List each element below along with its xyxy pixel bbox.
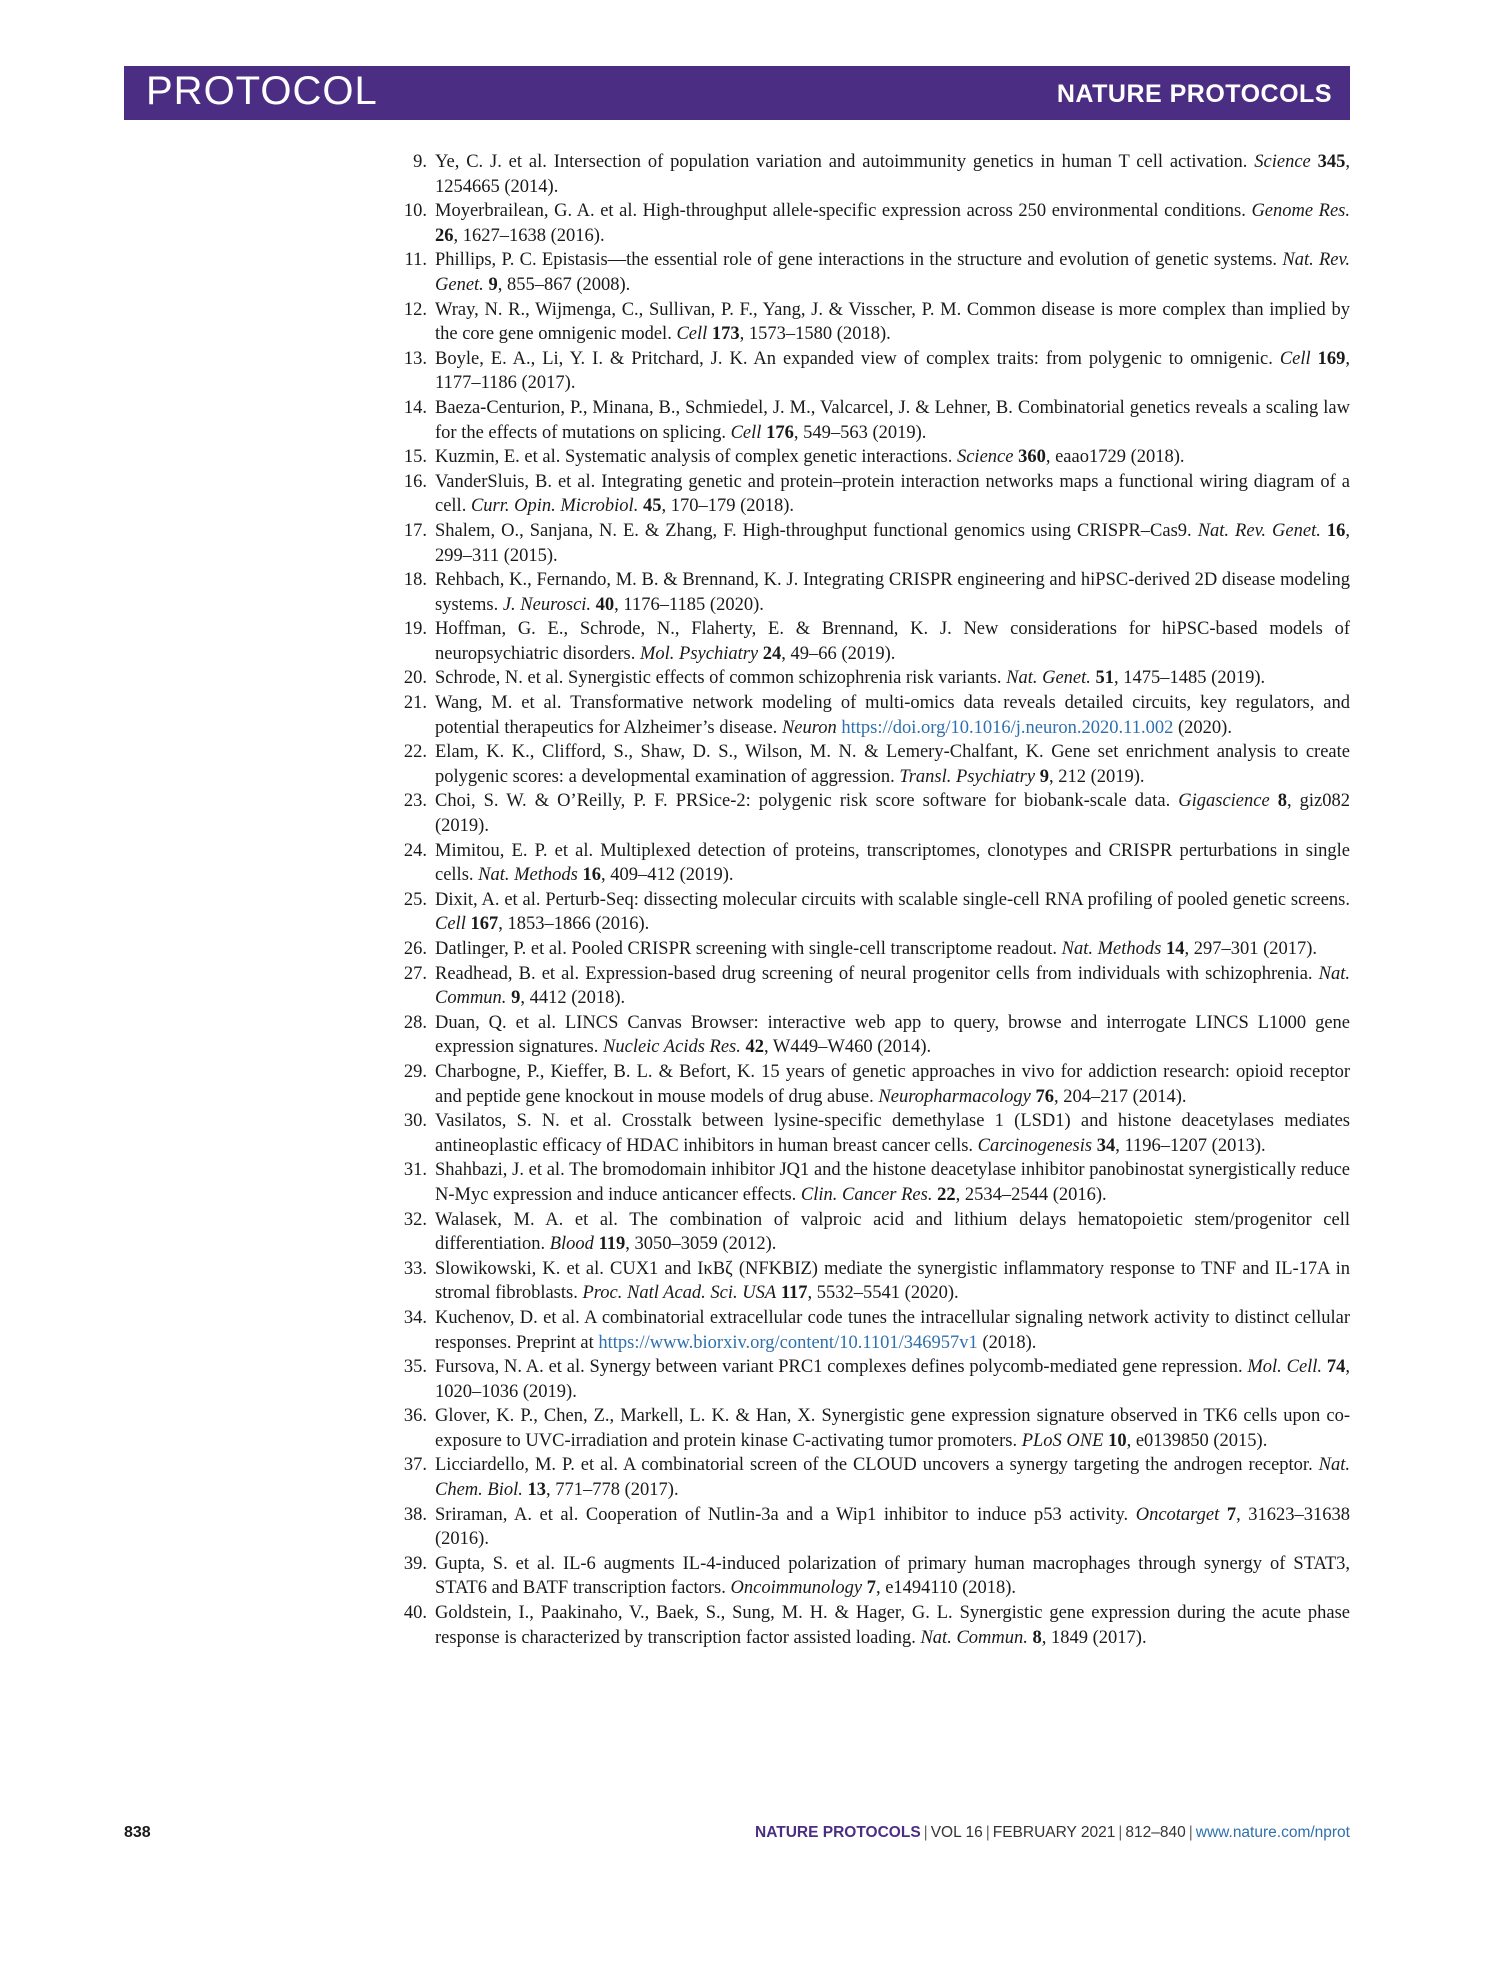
reference-number: 37. <box>403 1455 427 1476</box>
volume-number: 16 <box>582 865 601 886</box>
volume-number: 10 <box>1108 1430 1127 1451</box>
volume-number: 345 <box>1317 152 1346 172</box>
journal-name: Curr. Opin. Microbiol. <box>470 496 639 517</box>
reference-item <box>395 1601 1350 1650</box>
reference-item <box>395 1158 1350 1207</box>
reference-segment: , 204–217 (2014). <box>1053 1086 1187 1107</box>
reference-number: 32. <box>403 1209 427 1230</box>
volume-number: 74 <box>1326 1357 1346 1378</box>
reference-text <box>435 248 1350 297</box>
reference-text <box>435 1355 1350 1404</box>
reference-item <box>395 691 1350 740</box>
volume-number: 8 <box>1032 1627 1042 1648</box>
volume-number: 45 <box>642 496 662 517</box>
reference-segment: Sriraman, A. et al. Cooperation of Nutlin-3a and a Wip1 inhibitor to induce p53 activity. <box>435 1504 1136 1525</box>
reference-segment <box>1270 791 1278 811</box>
reference-item <box>395 1257 1350 1306</box>
reference-text <box>435 1552 1350 1601</box>
reference-item <box>395 937 1350 962</box>
reference-segment: , 1627–1638 (2016). <box>453 225 605 246</box>
reference-item <box>395 396 1350 445</box>
reference-segment: Glover, K. P., Chen, Z., Markell, L. K. & Han, X. Synergistic gene expression signature observed in TK6 cells upon co-exposure to UVC-irradiation and protein kinase C-activating tumor promoters. <box>435 1406 1350 1451</box>
reference-segment: Dixit, A. et al. Perturb-Seq: dissecting molecular circuits with scalable single-cell RNA profiling of pooled genetic screens. <box>435 889 1350 910</box>
reference-segment: Shalem, O., Sanjana, N. E. & Zhang, F. High-throughput functional genomics using CRISPR–Cas9. <box>435 520 1198 541</box>
reference-segment: , 297–301 (2017). <box>1184 939 1318 959</box>
journal-name: Clin. Cancer Res. <box>800 1184 933 1205</box>
reference-segment: Shahbazi, J. et al. The bromodomain inhibitor JQ1 and the histone deacetylase inhibitor panobinostat synergistically reduce N-Myc expression and induce anticancer effects. <box>435 1160 1350 1205</box>
reference-text <box>435 1011 1350 1060</box>
volume-number: 22 <box>937 1184 956 1205</box>
volume-number: 176 <box>766 422 794 443</box>
reference-item <box>395 1404 1350 1453</box>
reference-segment: Mimitou, E. P. et al. Multiplexed detection of proteins, transcriptomes, clonotypes and CRISPR perturbations in single cells. <box>435 840 1350 886</box>
reference-segment: , 1176–1185 (2020). <box>614 594 764 615</box>
journal-name: PLoS ONE <box>1021 1430 1104 1451</box>
reference-text <box>435 347 1350 396</box>
journal-name: Nat. Commun. <box>920 1627 1028 1648</box>
section-title: PROTOCOL <box>146 69 378 113</box>
reference-segment: Duan, Q. et al. LINCS Canvas Browser: interactive web app to query, browse and interrogate LINCS L1000 gene expression signatures. <box>435 1012 1350 1058</box>
reference-item <box>395 740 1350 789</box>
footer-journal: NATURE PROTOCOLS <box>755 1824 921 1841</box>
reference-text <box>435 396 1350 445</box>
volume-number: 42 <box>745 1037 764 1058</box>
reference-item <box>395 1306 1350 1355</box>
volume-number: 173 <box>711 324 740 345</box>
reference-segment: , 771–778 (2017). <box>546 1480 679 1501</box>
journal-name: Nat. Chem. Biol. <box>435 1455 1350 1501</box>
reference-item <box>395 298 1350 347</box>
reference-segment: Charbogne, P., Kieffer, B. L. & Befort, K. 15 years of genetic approaches in vivo for addiction research: opioid receptor and peptide gene knockout in mouse models of drug abuse. <box>435 1061 1350 1107</box>
journal-name: Transl. Psychiatry <box>899 766 1036 787</box>
reference-segment: , e0139850 (2015). <box>1126 1430 1268 1451</box>
journal-name: Neuron <box>781 717 837 738</box>
reference-segment: Schrode, N. et al. Synergistic effects of common schizophrenia risk variants. <box>435 668 1007 689</box>
journal-name: Oncoimmunology <box>730 1578 863 1599</box>
reference-item <box>395 1060 1350 1109</box>
reference-segment: Moyerbrailean, G. A. et al. High-throughput allele-specific expression across 250 environmental conditions. <box>435 201 1252 222</box>
reference-number: 30. <box>403 1111 427 1132</box>
reference-item <box>395 347 1350 396</box>
reference-number: 33. <box>403 1258 427 1279</box>
reference-item <box>395 1552 1350 1601</box>
reference-item <box>395 1503 1350 1552</box>
reference-segment: Kuzmin, E. et al. Systematic analysis of complex genetic interactions. <box>435 447 957 468</box>
journal-name: Proc. Natl Acad. Sci. USA <box>582 1283 777 1304</box>
journal-name: Neuropharmacology <box>878 1086 1031 1107</box>
reference-text <box>435 962 1350 1011</box>
reference-segment: Choi, S. W. & O’Reilly, P. F. PRSice-2: polygenic risk score software for biobank-scale data. <box>435 791 1179 812</box>
journal-name: Oncotarget <box>1135 1504 1220 1525</box>
volume-number: 117 <box>780 1283 808 1304</box>
reference-number: 31. <box>403 1160 427 1181</box>
footer-date: FEBRUARY 2021 <box>992 1824 1116 1841</box>
reference-text <box>435 1306 1350 1355</box>
reference-segment: , 31623–31638 (2016). <box>435 1504 1350 1550</box>
reference-number: 14. <box>403 397 427 418</box>
journal-name: Nat. Rev. Genet. <box>435 250 1350 295</box>
reference-number: 16. <box>403 471 427 492</box>
volume-number: 9 <box>511 988 521 1009</box>
reference-text <box>435 568 1350 617</box>
journal-name: Mol. Cell. <box>1247 1357 1323 1378</box>
reference-segment: Licciardello, M. P. et al. A combinatorial screen of the CLOUD uncovers a synergy targeting the androgen receptor. <box>435 1455 1319 1476</box>
reference-item <box>395 519 1350 568</box>
reference-segment: , 1853–1866 (2016). <box>498 914 650 935</box>
reference-item <box>395 617 1350 666</box>
reference-segment: Baeza-Centurion, P., Minana, B., Schmiedel, J. M., Valcarcel, J. & Lehner, B. Combinatorial genetics reveals a scaling law for the effects of mutations on splicing. <box>435 397 1350 443</box>
reference-text <box>435 740 1350 789</box>
reference-segment: Fursova, N. A. et al. Synergy between variant PRC1 complexes defines polycomb-mediated gene repression. <box>435 1357 1248 1378</box>
volume-number: 14 <box>1165 939 1185 959</box>
reference-text <box>435 839 1350 888</box>
reference-segment: Kuchenov, D. et al. A combinatorial extracellular code tunes the intracellular signaling network activity to distinct cellular responses. Preprint at <box>435 1307 1350 1353</box>
reference-item <box>395 1011 1350 1060</box>
reference-segment: Goldstein, I., Paakinaho, V., Baek, S., Sung, M. H. & Hager, G. L. Synergistic gene expression during the acute phase response is characterized by transcription factor assisted loading. <box>435 1603 1350 1648</box>
reference-text <box>435 519 1350 568</box>
reference-segment: , W449–W460 (2014). <box>764 1037 932 1058</box>
journal-name: Gigascience <box>1178 791 1270 812</box>
volume-number: 360 <box>1018 447 1046 468</box>
reference-item <box>395 1355 1350 1404</box>
journal-name: J. Neurosci. <box>502 594 592 615</box>
reference-number: 19. <box>403 619 427 640</box>
reference-segment <box>1219 1505 1227 1525</box>
volume-number: 7 <box>866 1578 876 1599</box>
reference-segment: , 1177–1186 (2017). <box>435 348 1350 394</box>
volume-number: 8 <box>1277 791 1287 812</box>
header-bar <box>124 66 1350 120</box>
reference-number: 11. <box>404 250 427 271</box>
reference-text <box>435 937 1350 962</box>
volume-number: 16 <box>1326 520 1346 541</box>
reference-item <box>395 470 1350 519</box>
reference-item <box>395 962 1350 1011</box>
reference-text <box>435 1208 1350 1257</box>
reference-item <box>395 1109 1350 1158</box>
reference-text <box>435 1158 1350 1207</box>
journal-name: Cell <box>1279 348 1311 369</box>
reference-segment: , 1849 (2017). <box>1041 1627 1147 1648</box>
volume-number: 40 <box>595 594 615 615</box>
reference-segment: Boyle, E. A., Li, Y. I. & Pritchard, J. K. An expanded view of complex traits: from polygenic to omnigenic. <box>435 348 1280 369</box>
reference-number: 28. <box>403 1012 427 1033</box>
volume-number: 7 <box>1226 1504 1237 1525</box>
volume-number: 119 <box>598 1234 626 1255</box>
reference-segment <box>1311 152 1318 172</box>
volume-number: 13 <box>527 1480 546 1501</box>
volume-number: 9 <box>488 274 498 295</box>
reference-segment: Walasek, M. A. et al. The combination of valproic acid and lithium delays hematopoietic stem/progenitor cell differentiation. <box>435 1209 1350 1255</box>
reference-segment: (2018). <box>977 1332 1037 1353</box>
reference-text <box>435 617 1350 666</box>
volume-number: 26 <box>435 225 454 246</box>
volume-number: 76 <box>1035 1086 1054 1107</box>
volume-number: 34 <box>1096 1135 1116 1156</box>
reference-text <box>435 150 1350 199</box>
reference-segment: VanderSluis, B. et al. Integrating genetic and protein–protein interaction networks maps a functional wiring diagram of a cell. <box>435 471 1350 517</box>
reference-number: 17. <box>403 520 427 541</box>
reference-segment: Datlinger, P. et al. Pooled CRISPR screening with single-cell transcriptome readout. <box>435 939 1062 959</box>
reference-item <box>395 445 1350 470</box>
journal-name: Cell <box>730 422 762 443</box>
reference-number: 12. <box>403 299 427 320</box>
reference-item <box>395 1208 1350 1257</box>
reference-text <box>435 1453 1350 1502</box>
reference-segment: , 299–311 (2015). <box>435 520 1350 566</box>
journal-name: Nat. Methods <box>478 865 578 886</box>
reference-segment: , 2534–2544 (2016). <box>955 1184 1107 1205</box>
reference-item <box>395 666 1350 691</box>
journal-name: Cell <box>435 914 466 935</box>
reference-text <box>435 1503 1350 1552</box>
footer-citation: NATURE PROTOCOLS | VOL 16 | FEBRUARY 2021 | 812–840 | www.nature.com/nprot <box>755 1824 1350 1841</box>
journal-name: Genome Res. <box>1251 201 1350 222</box>
footer-volume: VOL 16 <box>930 1824 983 1841</box>
reference-number: 24. <box>403 840 427 861</box>
page-number: 838 <box>124 1824 151 1841</box>
reference-text <box>435 1109 1350 1158</box>
reference-segment: , 1573–1580 (2018). <box>739 324 891 345</box>
reference-text <box>435 691 1350 740</box>
reference-item <box>395 789 1350 838</box>
reference-segment: Vasilatos, S. N. et al. Crosstalk between lysine-specific demethylase 1 (LSD1) and histone deacetylases mediates antineoplastic efficacy of HDAC inhibitors in human breast cancer cells. <box>435 1111 1350 1156</box>
reference-segment: , 1196–1207 (2013). <box>1115 1135 1266 1156</box>
journal-name: Science <box>1254 152 1311 172</box>
reference-segment: , 409–412 (2019). <box>600 865 734 886</box>
reference-segment: , 212 (2019). <box>1048 766 1145 787</box>
reference-segment: , 49–66 (2019). <box>781 643 896 664</box>
journal-name: Nat. Commun. <box>435 963 1350 1009</box>
reference-link[interactable]: https://doi.org/10.1016/j.neuron.2020.11.002 <box>841 717 1174 738</box>
reference-number: 20. <box>403 668 427 689</box>
reference-number: 9. <box>413 152 427 172</box>
reference-segment: Elam, K. K., Clifford, S., Shaw, D. S., Wilson, M. N. & Lemery-Chalfant, K. Gene set enrichment analysis to create polygenic scores: a developmental examination of aggression. <box>435 742 1350 787</box>
reference-number: 36. <box>403 1406 427 1427</box>
reference-number: 34. <box>403 1307 427 1328</box>
reference-segment: , e1494110 (2018). <box>875 1578 1017 1599</box>
journal-title: NATURE PROTOCOLS <box>1056 80 1332 108</box>
journal-name: Blood <box>549 1234 594 1255</box>
journal-name: Nucleic Acids Res. <box>603 1037 741 1058</box>
reference-segment: , 5532–5541 (2020). <box>807 1283 959 1304</box>
reference-segment: , 3050–3059 (2012). <box>625 1234 777 1255</box>
reference-text <box>435 298 1350 347</box>
reference-segment: Hoffman, G. E., Schrode, N., Flaherty, E. & Brennand, K. J. New considerations for hiPSC-based models of neuropsychiatric disorders. <box>435 619 1350 664</box>
footer-url[interactable]: www.nature.com/nprot <box>1195 1824 1350 1841</box>
reference-list <box>395 150 1350 1650</box>
reference-link[interactable]: https://www.biorxiv.org/content/10.1101/346957v1 <box>598 1332 978 1353</box>
reference-segment <box>1311 349 1318 369</box>
reference-item <box>395 568 1350 617</box>
reference-item <box>395 248 1350 297</box>
reference-segment: , giz082 (2019). <box>435 791 1351 837</box>
reference-segment: Readhead, B. et al. Expression-based drug screening of neural progenitor cells from individuals with schizophrenia. <box>435 963 1319 984</box>
reference-segment: , 1020–1036 (2019). <box>435 1357 1350 1402</box>
journal-name: Carcinogenesis <box>977 1135 1093 1156</box>
reference-number: 38. <box>403 1504 427 1525</box>
reference-item <box>395 150 1350 199</box>
reference-number: 22. <box>403 742 427 763</box>
reference-segment: Gupta, S. et al. IL-6 augments IL-4-induced polarization of primary human macrophages through synergy of STAT3, STAT6 and BATF transcription factors. <box>435 1553 1350 1599</box>
reference-number: 26. <box>403 939 427 959</box>
journal-name: Cell <box>676 324 708 345</box>
reference-number: 25. <box>403 889 427 910</box>
reference-item <box>395 839 1350 888</box>
reference-segment: Rehbach, K., Fernando, M. B. & Brennand, K. J. Integrating CRISPR engineering and hiPSC-derived 2D disease modeling systems. <box>435 570 1350 615</box>
volume-number: 24 <box>762 643 782 664</box>
reference-number: 18. <box>403 570 427 591</box>
reference-item <box>395 888 1350 937</box>
reference-item <box>395 1453 1350 1502</box>
volume-number: 169 <box>1317 348 1346 369</box>
reference-text <box>435 1060 1350 1109</box>
reference-number: 13. <box>403 348 427 369</box>
reference-text <box>435 888 1350 937</box>
reference-number: 21. <box>403 693 427 714</box>
reference-segment: , 855–867 (2008). <box>497 274 631 295</box>
reference-segment: Ye, C. J. et al. Intersection of population variation and autoimmunity genetics in human T cell activation. <box>435 152 1255 172</box>
journal-name: Science <box>956 447 1014 468</box>
volume-number: 51 <box>1095 668 1115 689</box>
reference-segment: Wray, N. R., Wijmenga, C., Sullivan, P. F., Yang, J. & Visscher, P. M. Common disease is more complex than implied by the core gene omnigenic model. <box>435 299 1350 345</box>
reference-segment: , 170–179 (2018). <box>661 496 795 517</box>
reference-text <box>435 1257 1350 1306</box>
journal-name: Nat. Genet. <box>1006 668 1091 689</box>
reference-item <box>395 199 1350 248</box>
reference-segment: , 1254665 (2014). <box>435 152 1350 197</box>
journal-name: Mol. Psychiatry <box>639 643 759 664</box>
reference-number: 39. <box>403 1553 427 1574</box>
reference-text <box>435 470 1350 519</box>
reference-segment: , 1475–1485 (2019). <box>1114 668 1266 689</box>
reference-number: 23. <box>403 791 427 812</box>
journal-name: Nat. Rev. Genet. <box>1197 520 1321 541</box>
reference-text <box>435 1601 1350 1650</box>
volume-number: 167 <box>470 914 499 935</box>
footer-pages: 812–840 <box>1125 1824 1186 1841</box>
reference-number: 40. <box>403 1603 427 1624</box>
reference-text <box>435 666 1350 691</box>
reference-number: 10. <box>403 201 427 222</box>
reference-segment: (2020). <box>1173 717 1232 738</box>
reference-segment: Wang, M. et al. Transformative network modeling of multi-omics data reveals detailed circuits, key regulators, and potential therapeutics for Alzheimer’s disease. <box>435 693 1350 738</box>
reference-segment: Slowikowski, K. et al. CUX1 and IκBζ (NFKBIZ) mediate the synergistic inflammatory response to TNF and IL-17A in stromal fibroblasts. <box>435 1258 1350 1304</box>
reference-text <box>435 199 1350 248</box>
reference-text <box>435 789 1350 838</box>
reference-text <box>435 1404 1350 1453</box>
reference-segment: , eaao1729 (2018). <box>1045 447 1185 468</box>
reference-number: 27. <box>403 963 427 984</box>
reference-segment: , 4412 (2018). <box>520 988 626 1009</box>
reference-number: 29. <box>403 1061 427 1082</box>
journal-name: Nat. Methods <box>1061 939 1162 959</box>
reference-text <box>435 445 1350 470</box>
reference-number: 15. <box>403 447 427 468</box>
reference-number: 35. <box>403 1357 427 1378</box>
reference-segment: , 549–563 (2019). <box>793 422 927 443</box>
reference-segment: Phillips, P. C. Epistasis—the essential role of gene interactions in the structure and evolution of genetic systems. <box>435 250 1283 271</box>
volume-number: 9 <box>1039 766 1049 787</box>
